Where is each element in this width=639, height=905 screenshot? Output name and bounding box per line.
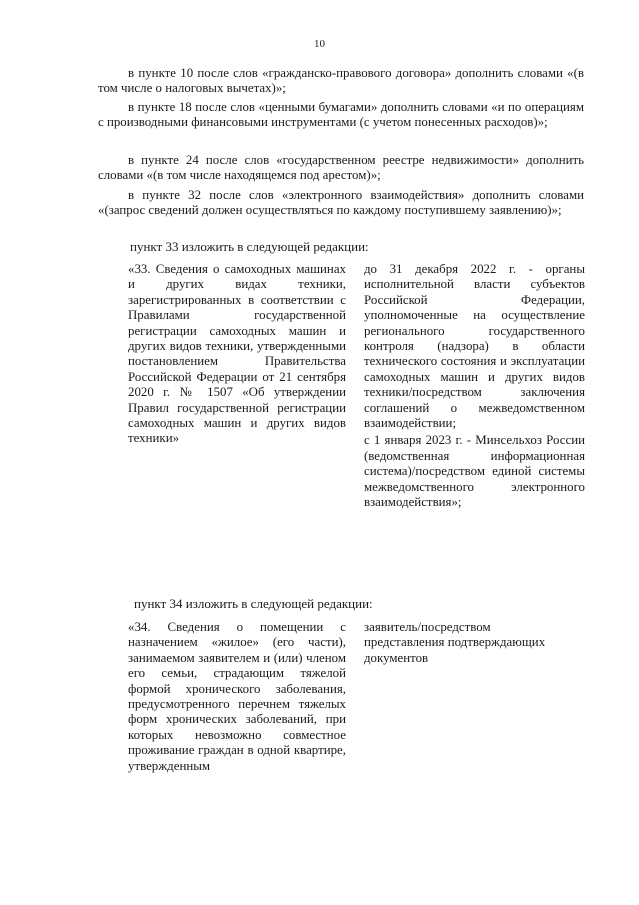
item34-left-text: «34. Сведения о помещении с назначением «жилое» (его части), занимаемом заявителем и (или) членом его семьи, страдающим тяжелой формой хронического заболевания, предусмотренного перечнем тяжелых форм хронических заболеваний, при которых невозможно совместное проживание граждан в одной квартире, утвержденным: [128, 620, 346, 773]
item34-left-column: [128, 620, 346, 774]
page-number: 10: [314, 38, 325, 50]
paragraph-item-32: в пункте 32 после слов «электронного взаимодействия» дополнить словами «(запрос сведений должен осуществляться по каждому поступившему заявлению)»;: [98, 188, 584, 218]
item33-lead: пункт 33 изложить в следующей редакции:: [130, 239, 369, 254]
item33-right-text-1: до 31 декабря 2022 г. - органы исполнительной власти субъектов Российской Федерации, уполномоченные на осуществление регионального государственного контроля (надзора) в области технического состояния и эксплуатации самоходных машин и других видов техники/посредством заключения соглашений о межведомственном взаимодействии;: [364, 262, 585, 431]
item33-left-column: [128, 262, 346, 447]
paragraph-item-18: в пункте 18 после слов «ценными бумагами» дополнить словами «и по операциям с производными финансовыми инструментами (с учетом понесенных расходов)»;: [98, 100, 584, 130]
item34-right-text: заявитель/посредством представления подтверждающих документов: [364, 620, 546, 665]
item33-right-column: [364, 262, 585, 511]
item34-lead: пункт 34 изложить в следующей редакции:: [134, 596, 373, 611]
item33-right-text-2: с 1 января 2023 г. - Минсельхоз России (ведомственная информационная система)/посредством единой системы межведомственного электронного взаимодействия»;: [364, 433, 585, 510]
paragraph-item-10: в пункте 10 после слов «гражданско-правового договора» дополнить словами «(в том числе о налоговых вычетах)»;: [98, 66, 584, 96]
item33-left-text: «33. Сведения о самоходных машинах и других видах техники, зарегистрированных в соответствии с Правилами государственной регистрации самоходных машин и других видов техники, утвержденными постановлением Правительства Российской Федерации от 21 сентября 2020 г. № 1507 «Об утверждении Правил государственной регистрации самоходных машин и других видов техники»: [128, 262, 346, 446]
item34-right-column: [364, 620, 564, 666]
paragraph-item-24: в пункте 24 после слов «государственном реестре недвижимости» дополнить словами «(в том числе находящемся под арестом)»;: [98, 153, 584, 183]
